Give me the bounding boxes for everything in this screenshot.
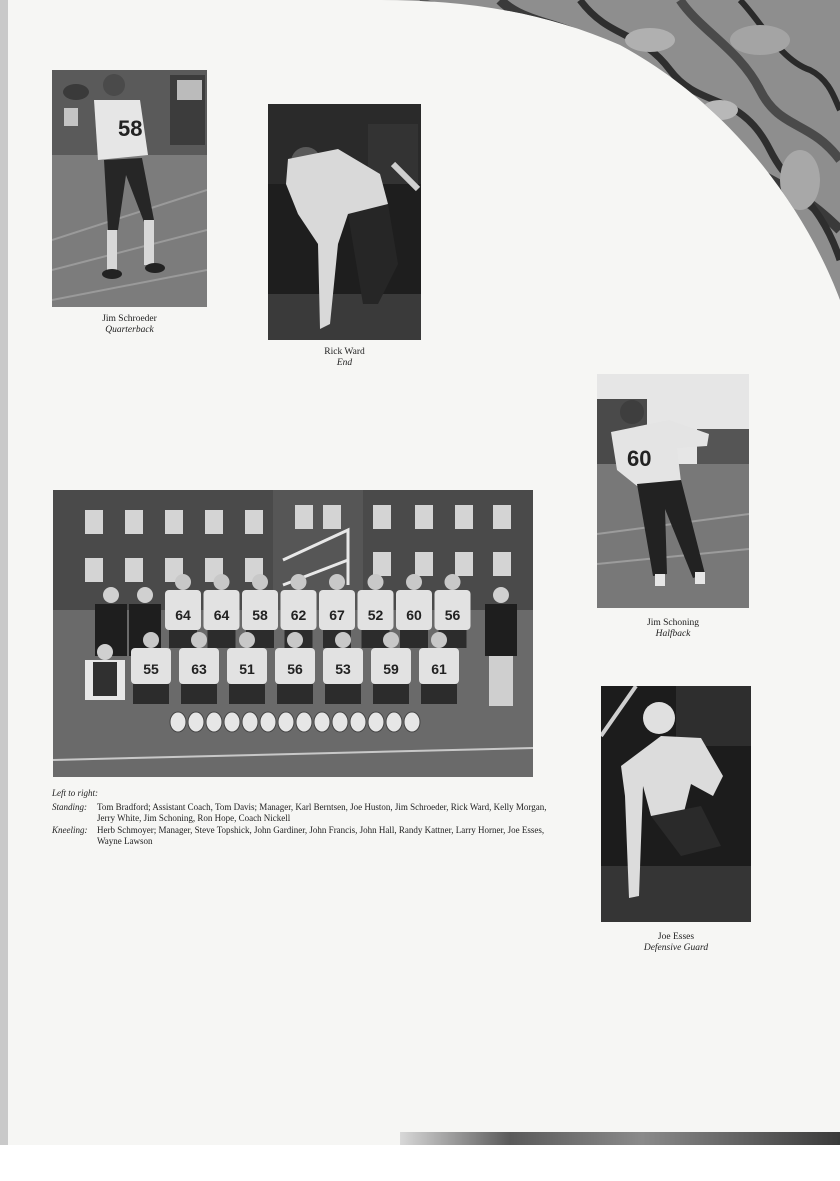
jersey-number: 53 xyxy=(335,661,351,677)
jersey-number: 64 xyxy=(175,607,191,623)
kneeling-row-text xyxy=(52,825,552,848)
football xyxy=(206,712,222,732)
football xyxy=(314,712,330,732)
standing-label: Standing: xyxy=(52,801,87,812)
photo-joe-esses xyxy=(601,686,751,922)
team-photo xyxy=(53,490,533,777)
jersey-number: 56 xyxy=(444,607,461,623)
jersey-number: 60 xyxy=(627,446,652,471)
player-position: Defensive Guard xyxy=(643,943,709,953)
football xyxy=(170,712,186,732)
bottom-marbled-strip xyxy=(400,1132,840,1145)
player-name: Joe Esses xyxy=(657,932,695,942)
jersey-number: 67 xyxy=(329,607,345,623)
player-name: Rick Ward xyxy=(324,347,365,357)
football xyxy=(260,712,276,732)
jersey-number: 58 xyxy=(252,607,268,623)
player-position: Halfback xyxy=(655,629,691,639)
caption-intro: Left to right: xyxy=(52,788,99,798)
football xyxy=(332,712,348,732)
football xyxy=(296,712,312,732)
caption-jim-schoning xyxy=(597,618,749,640)
standing-row-text xyxy=(52,802,552,825)
page-margin-bottom xyxy=(0,1145,840,1181)
jersey-number: 51 xyxy=(239,661,255,677)
football xyxy=(386,712,402,732)
player-position: End xyxy=(336,358,353,368)
jersey-number: 62 xyxy=(290,607,307,623)
kneeling-label: Kneeling: xyxy=(52,824,88,835)
photo-rick-ward xyxy=(268,104,421,340)
jersey-number: 59 xyxy=(383,661,399,677)
caption-joe-esses xyxy=(601,932,751,954)
marbled-corner-art xyxy=(380,0,840,300)
football xyxy=(242,712,258,732)
scan-edge xyxy=(0,0,8,1145)
jersey-number: 64 xyxy=(213,607,230,623)
photo-jim-schroeder xyxy=(52,70,207,307)
football xyxy=(404,712,420,732)
player-name: Jim Schoning xyxy=(647,618,699,628)
jersey-number: 58 xyxy=(118,116,143,141)
coach-figure xyxy=(485,587,517,706)
jersey-number: 61 xyxy=(431,661,447,677)
football xyxy=(368,712,384,732)
football xyxy=(278,712,294,732)
jersey-number: 52 xyxy=(367,607,384,623)
player-position: Quarterback xyxy=(105,325,154,335)
jersey-number: 55 xyxy=(143,661,159,677)
jersey-number: 63 xyxy=(191,661,207,677)
caption-rick-ward xyxy=(268,347,421,369)
caption-jim-schroeder xyxy=(52,314,207,336)
football xyxy=(350,712,366,732)
player-name: Jim Schroeder xyxy=(102,314,157,324)
jersey-number: 60 xyxy=(406,607,422,623)
standing-names: Tom Bradford; Assistant Coach, Tom Davis; Manager, Karl Berntsen, Joe Huston, Jim Schroeder, Rick Ward, Kelly Morgan, Jerry White, Jim Schoning, Ron Hope, Coach Nickell xyxy=(97,801,547,823)
jersey-number: 56 xyxy=(287,661,303,677)
football xyxy=(188,712,204,732)
photo-jim-schoning xyxy=(597,374,749,608)
kneeling-names: Herb Schmoyer; Manager, Steve Topshick, John Gardiner, John Francis, John Hall, Randy Kattner, Larry Horner, Joe Esses, Wayne Lawson xyxy=(97,824,545,846)
football xyxy=(224,712,240,732)
team-caption xyxy=(52,788,552,848)
